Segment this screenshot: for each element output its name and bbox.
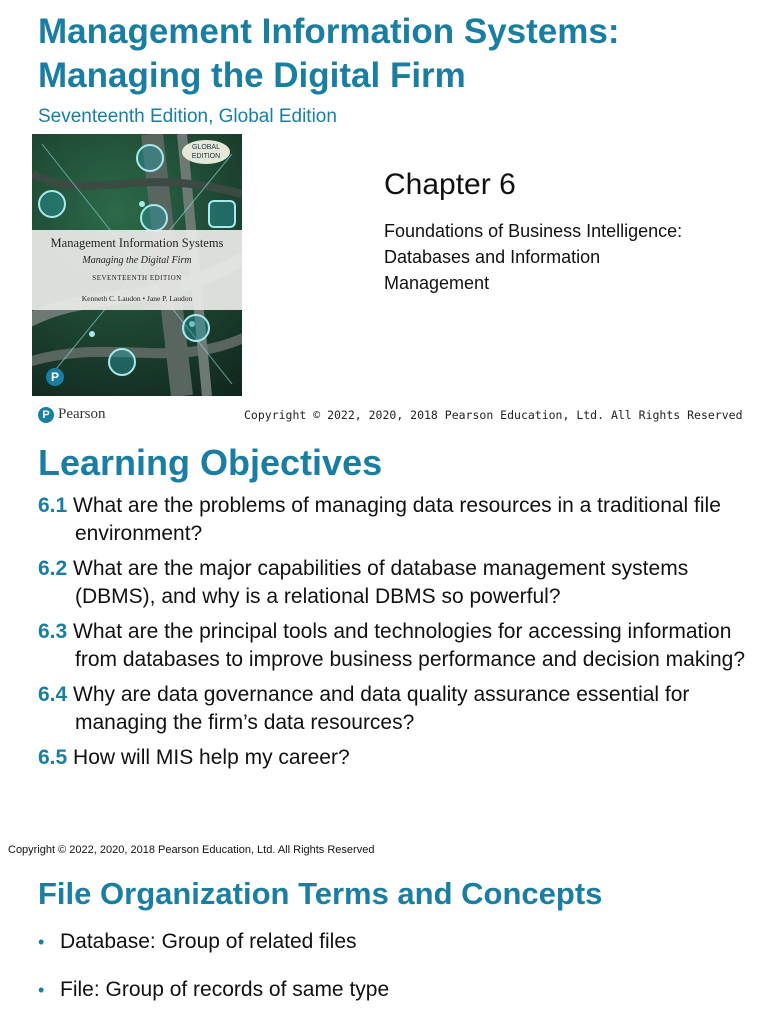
cover-logo-icon: P (46, 368, 64, 386)
cover-authors: Kenneth C. Laudon • Jane P. Laudon (81, 294, 193, 303)
book-cover (32, 134, 242, 396)
objective-number: 6.4 (38, 683, 68, 706)
tablet-icon (208, 200, 236, 228)
cover-edition: SEVENTEENTH EDITION (92, 274, 182, 282)
copyright-notice: Copyright © 2022, 2020, 2018 Pearson Education, Ltd. All Rights Reserved (8, 844, 375, 856)
copyright-notice: Copyright © 2022, 2020, 2018 Pearson Education, Ltd. All Rights Reserved (244, 408, 743, 422)
objective-number: 6.5 (38, 746, 68, 769)
objective-item (38, 681, 758, 737)
objective-number: 6.1 (38, 494, 68, 517)
presentation-title: Management Information Systems: Managing the Digital Firm (38, 12, 620, 95)
cover-title: Management Information Systems (50, 236, 224, 250)
satellite-icon (136, 144, 164, 172)
objective-number: 6.3 (38, 620, 68, 643)
objectives-list (38, 492, 758, 779)
chapter-heading: Chapter 6 (384, 168, 516, 201)
objective-item (38, 492, 758, 548)
person-icon (140, 204, 168, 232)
list-item (38, 928, 389, 956)
objective-text: Why are data governance and data quality assurance essential for managing the firm’s data resources? (73, 683, 690, 734)
bus-icon (182, 314, 210, 342)
publisher-name: Pearson (58, 406, 106, 422)
objective-text: What are the principal tools and technologies for accessing information from databases to improve business performance and decision making? (73, 620, 746, 671)
publisher-logo (38, 406, 106, 423)
traffic-light-icon (108, 348, 136, 376)
objective-text: What are the major capabilities of database management systems (DBMS), and why is a relational DBMS so powerful? (73, 557, 689, 608)
cover-subtitle: Managing the Digital Firm (82, 255, 192, 266)
concept-text: Database: Group of related files (60, 930, 357, 953)
concepts-list (38, 928, 389, 1024)
bullet-icon: • (38, 980, 45, 1000)
file-organization-title: File Organization Terms and Concepts (38, 876, 603, 911)
cover-badge: GLOBAL EDITION (182, 140, 230, 164)
list-item (38, 976, 389, 1004)
edition-label: Seventeenth Edition, Global Edition (38, 106, 337, 127)
objective-item (38, 744, 758, 772)
chapter-subtitle: Foundations of Business Intelligence: Databases and Information Management (384, 221, 683, 293)
learning-objectives-title: Learning Objectives (38, 442, 383, 483)
objective-text: How will MIS help my career? (73, 746, 350, 769)
objective-number: 6.2 (38, 557, 68, 580)
wifi-icon (38, 190, 66, 218)
objective-item (38, 618, 758, 674)
objective-text: What are the problems of managing data resources in a traditional file environment? (73, 494, 721, 545)
pearson-logo-icon: P (38, 407, 54, 423)
bullet-icon: • (38, 932, 45, 952)
concept-text: File: Group of records of same type (60, 978, 390, 1001)
objective-item (38, 555, 758, 611)
